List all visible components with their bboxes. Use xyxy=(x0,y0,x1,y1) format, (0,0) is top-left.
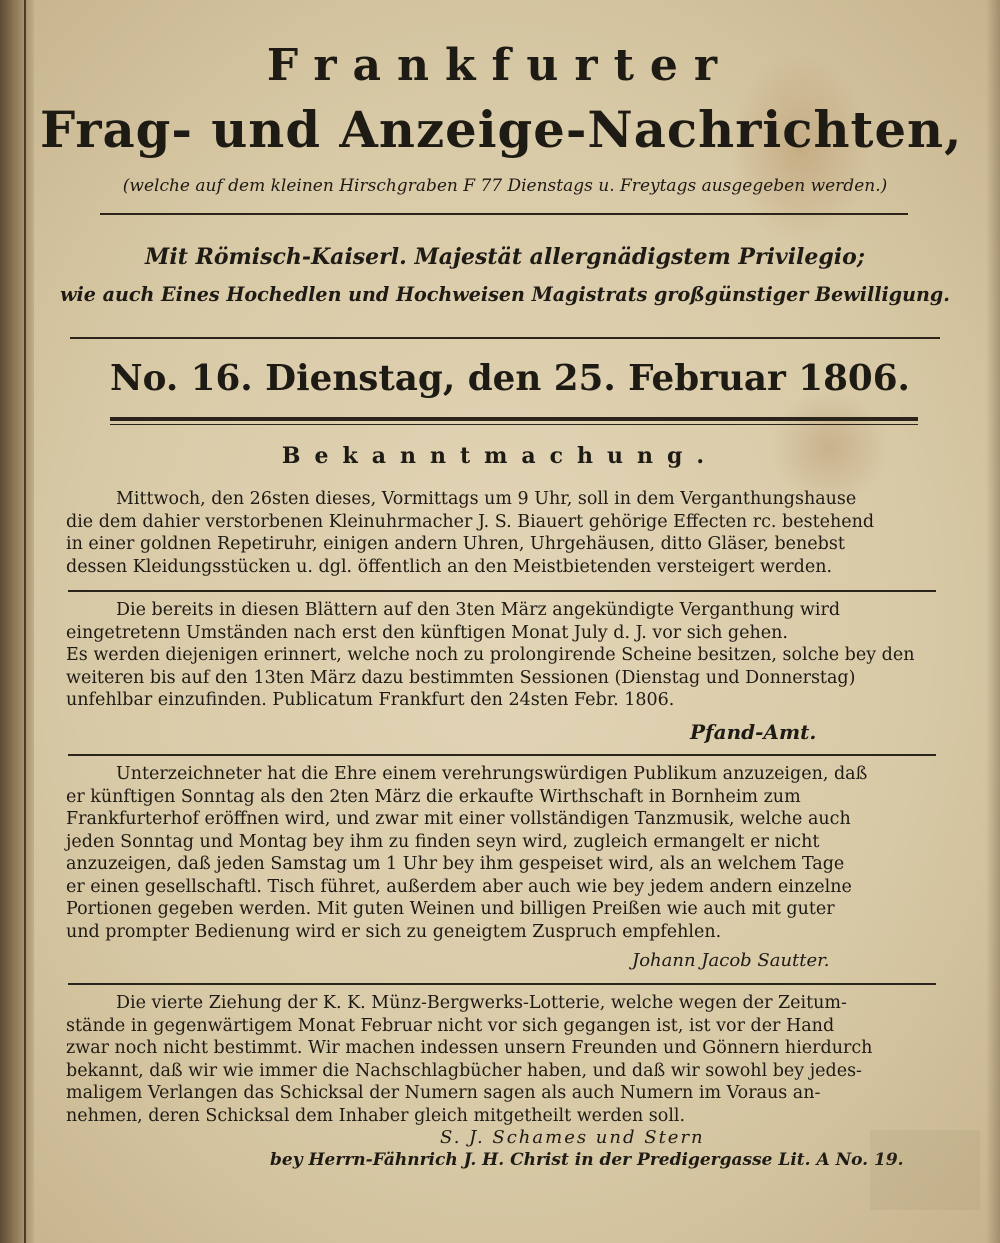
notice-line: stände in gegenwärtigem Monat Februar nicht vor sich gegangen ist, ist vor der Hand xyxy=(66,1015,835,1036)
rule-below-issue-thin xyxy=(110,424,918,425)
masthead-title-line1: Frankfurter xyxy=(266,40,734,91)
page-edge-shadow xyxy=(986,0,1000,1243)
notice-line: unfehlbar einzufinden. Publicatum Frankfurt den 24sten Febr. 1806. xyxy=(66,690,675,710)
notice-line: er künftigen Sonntag als den 2ten März die erkaufte Wirthschaft in Bornheim zum xyxy=(66,786,801,807)
notice-line: nehmen, deren Schicksal dem Inhaber gleich mitgetheilt werden soll. xyxy=(66,1105,686,1126)
issue-line: No. 16. Dienstag, den 25. Februar 1806. xyxy=(110,357,910,399)
notice-line: anzuzeigen, daß jeden Samstag um 1 Uhr bey ihm gespeiset wird, als an welchem Tage xyxy=(66,854,845,874)
rule-notice-3 xyxy=(68,983,936,985)
notice-line: Mittwoch, den 26sten dieses, Vormittags um 9 Uhr, soll in dem Verganthungshause xyxy=(116,489,857,509)
rule-below-issue xyxy=(110,417,918,421)
notice-4 xyxy=(66,992,938,1127)
notice-line: eingetretenn Umständen nach erst den künftigen Monat July d. J. vor sich gehen. xyxy=(66,622,788,643)
notice-line: Die vierte Ziehung der K. K. Münz-Bergwerks-Lotterie, welche wegen der Zeitum- xyxy=(116,993,847,1013)
reverse-show-through xyxy=(870,1130,980,1210)
notice-line: jeden Sonntag und Montag bey ihm zu finden seyn wird, zugleich ermangelt er nicht xyxy=(66,831,820,852)
masthead-title-line2: Frag- und Anzeige-Nachrichten, xyxy=(40,100,963,159)
rule-notice-2 xyxy=(68,754,936,756)
notice-3-signature: Johann Jacob Sautter. xyxy=(632,950,830,971)
section-heading: Bekanntmachung. xyxy=(281,443,719,469)
notice-line: dessen Kleidungsstücken u. dgl. öffentlich an den Meistbietenden versteigert werden. xyxy=(66,556,833,577)
notice-line: und prompter Bedienung wird er sich zu geneigtem Zuspruch empfehlen. xyxy=(66,921,722,942)
privilege-line-2: wie auch Eines Hochedlen und Hochweisen Magistrats großgünstiger Bewilligung. xyxy=(60,283,950,306)
notice-4-signature: S. J. Schames und Stern xyxy=(440,1127,705,1148)
notice-line: Es werden diejenigen erinnert, welche noch zu prolongirende Scheine besitzen, solche bey den xyxy=(66,645,915,665)
notice-line: Portionen gegeben werden. Mit guten Weinen und billigen Preißen wie auch mit guter xyxy=(66,899,835,919)
notice-1 xyxy=(66,488,938,578)
rule-notice-1 xyxy=(68,590,936,592)
notice-line: Frankfurterhof eröffnen wird, und zwar mit einer vollständigen Tanzmusik, welche auch xyxy=(66,809,851,829)
notice-line: zwar noch nicht bestimmt. Wir machen indessen unsern Freunden und Gönnern hierdurch xyxy=(66,1038,873,1058)
masthead-subtitle: (welche auf dem kleinen Hirschgraben F 77 Dienstags u. Freytags ausgegeben werden.) xyxy=(122,176,888,196)
notice-line: Die bereits in diesen Blättern auf den 3ten März angekündigte Verganthung wird xyxy=(116,600,841,620)
rule-masthead xyxy=(100,213,908,215)
notice-3 xyxy=(66,763,938,943)
binding-gutter xyxy=(0,0,34,1243)
notice-line: bekannt, daß wir wie immer die Nachschlagbücher haben, und daß wir sowohl bey jedes- xyxy=(66,1060,862,1081)
binding-edge-line xyxy=(24,0,26,1243)
notice-line: in einer goldnen Repetiruhr, einigen andern Uhren, Uhrgehäusen, ditto Gläser, benebst xyxy=(66,534,845,554)
notice-line: Unterzeichneter hat die Ehre einem verehrungswürdigen Publikum anzuzeigen, daß xyxy=(116,764,868,784)
rule-above-issue xyxy=(70,337,940,339)
notice-line: maligem Verlangen das Schicksal der Numern sagen als auch Numern im Voraus an- xyxy=(66,1083,821,1103)
notice-4-address: bey Herrn-Fähnrich J. H. Christ in der Predigergasse Lit. A No. 19. xyxy=(270,1150,904,1170)
notice-2 xyxy=(66,599,938,712)
notice-line: die dem dahier verstorbenen Kleinuhrmacher J. S. Biauert gehörige Effecten rc. bestehend xyxy=(66,511,875,532)
notice-line: er einen gesellschaftl. Tisch führet, außerdem aber auch wie bey jedem andern einzelne xyxy=(66,876,852,897)
notice-2-signature: Pfand-Amt. xyxy=(690,720,817,744)
notice-line: weiteren bis auf den 13ten März dazu bestimmten Sessionen (Dienstag und Donnerstag) xyxy=(66,667,856,688)
privilege-line-1: Mit Römisch-Kaiserl. Majestät allergnädigstem Privilegio; xyxy=(145,244,865,270)
